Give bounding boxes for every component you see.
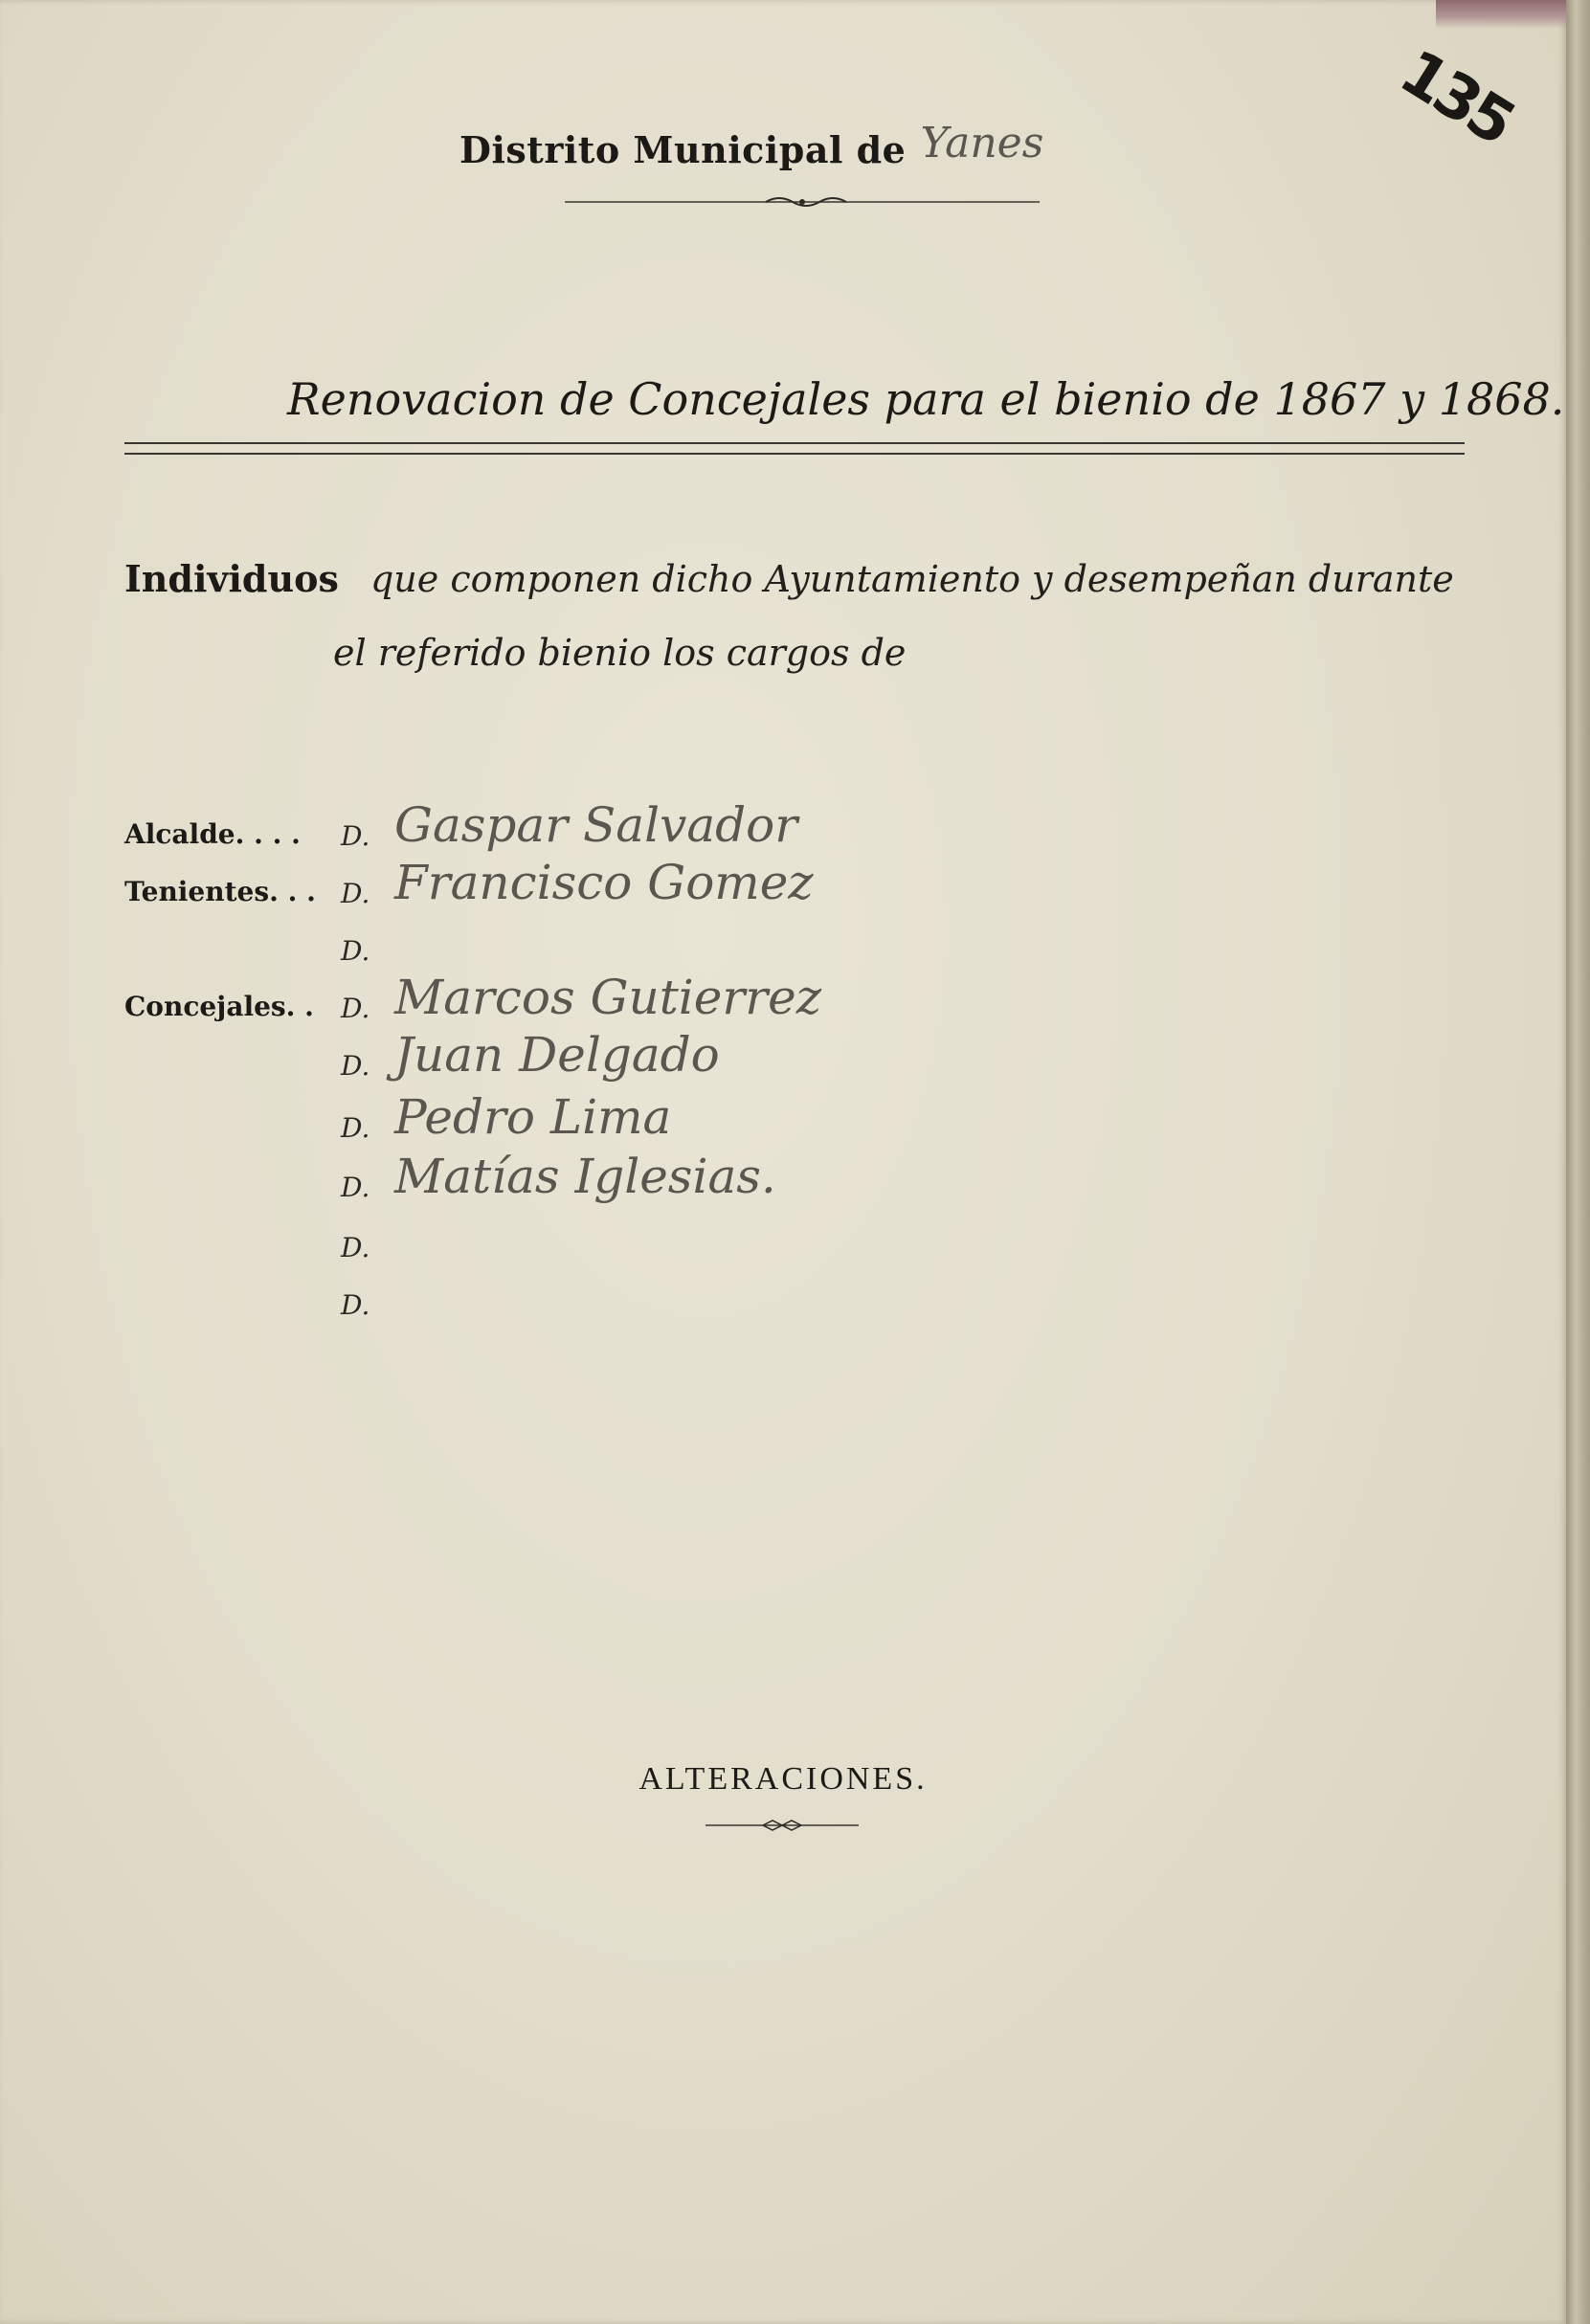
intro-text-line1: que componen dicho Ayuntamiento y desempeñan durante xyxy=(370,558,1454,600)
binding-edge xyxy=(1566,0,1590,2324)
member-name: Matías Iglesias. xyxy=(394,1149,776,1204)
member-name: Pedro Lima xyxy=(394,1089,672,1145)
page-heading: Renovacion de Concejales para el bienio de 1867 y 1868. xyxy=(287,373,1565,425)
district-label: Distrito Municipal de xyxy=(459,128,907,171)
don-prefix: D. xyxy=(341,1172,370,1203)
role-label: Concejales. . xyxy=(124,991,314,1022)
folio-number-stamp: 135 xyxy=(1387,36,1524,159)
district-line xyxy=(459,119,1044,173)
member-name: Marcos Gutierrez xyxy=(394,970,822,1025)
role-label: Tenientes. . . xyxy=(124,876,316,907)
don-prefix: D. xyxy=(341,1232,370,1263)
role-label: Alcalde. . . . xyxy=(124,818,301,850)
member-name: Gaspar Salvador xyxy=(394,797,798,853)
district-name-handwritten: Yanes xyxy=(920,119,1044,168)
alteraciones-heading: ALTERACIONES. xyxy=(638,1761,928,1797)
don-prefix: D. xyxy=(341,1112,370,1144)
member-name: Juan Delgado xyxy=(394,1027,720,1083)
intro-label: Individuos xyxy=(124,557,339,600)
member-name: Francisco Gomez xyxy=(394,855,814,910)
don-prefix: D. xyxy=(341,820,370,852)
intro-text-line2: el referido bienio los cargos de xyxy=(333,632,907,674)
don-prefix: D. xyxy=(341,878,370,909)
don-prefix: D. xyxy=(341,935,370,967)
don-prefix: D. xyxy=(341,1289,370,1321)
intro-paragraph xyxy=(124,557,1465,674)
don-prefix: D. xyxy=(341,993,370,1024)
ornamental-rule-small xyxy=(705,1819,859,1832)
heading-double-rule xyxy=(124,442,1465,455)
ornamental-rule xyxy=(565,195,1040,209)
don-prefix: D. xyxy=(341,1050,370,1082)
